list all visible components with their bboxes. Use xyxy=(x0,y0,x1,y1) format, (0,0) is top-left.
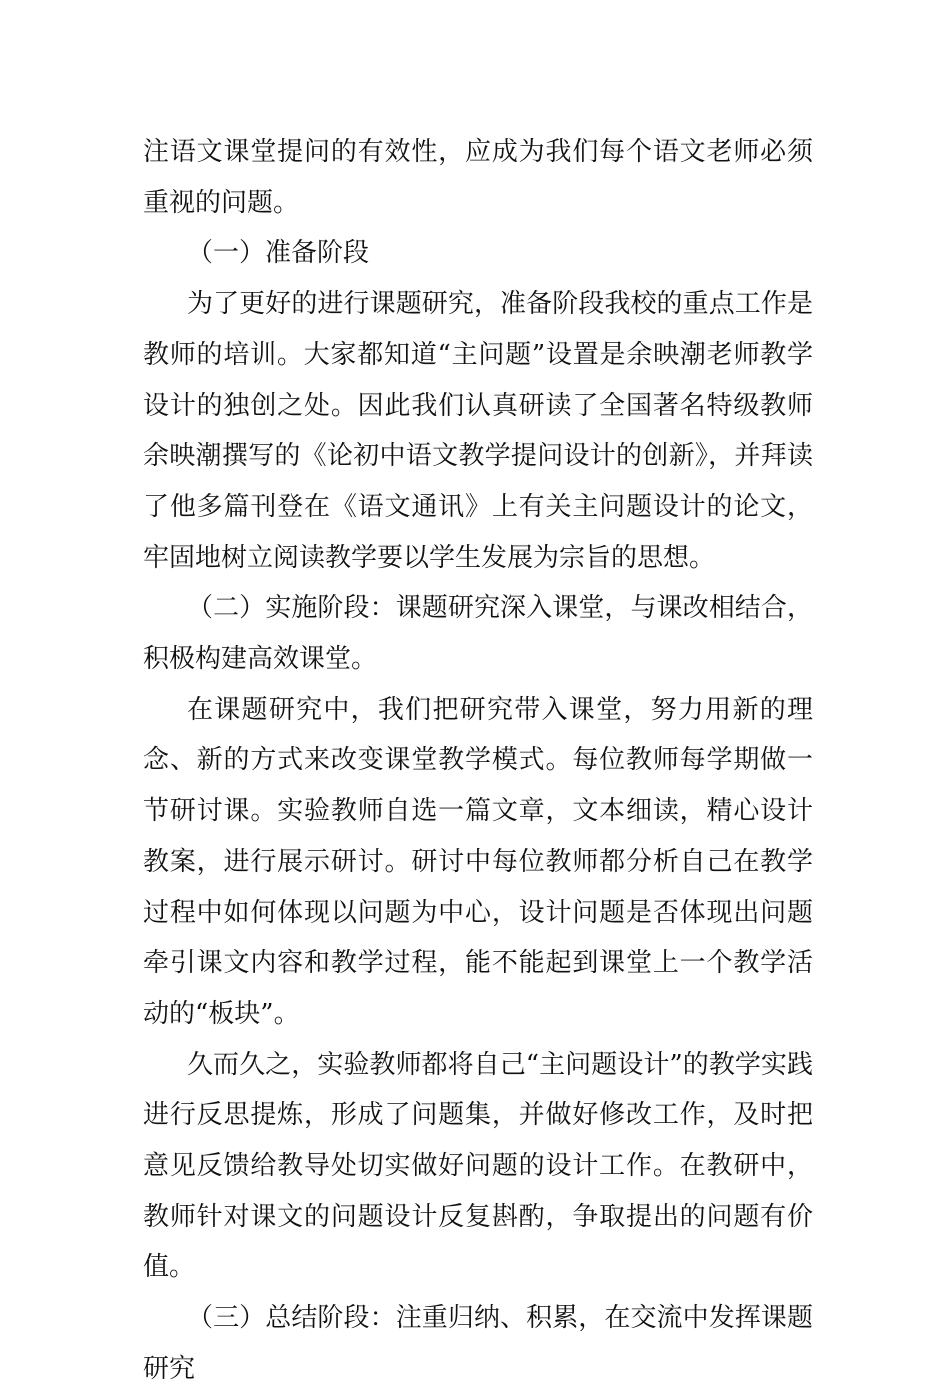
section-heading-preparation: （一）准备阶段 xyxy=(187,238,370,269)
paragraph-continued: 注语文课堂提问的有效性，应成为我们每个语文老师必须重视的问题。 xyxy=(143,137,813,218)
section-heading-implementation: （二）实施阶段：课题研究深入课堂，与课改相结合，积极构建高效课堂。 xyxy=(143,593,813,675)
section-heading-summary: （三）总结阶段：注重归纳、积累，在交流中发挥课题研究 xyxy=(143,1303,813,1384)
document-body xyxy=(143,127,813,1395)
paragraph-implementation: 在课题研究中，我们把研究带入课堂，努力用新的理念、新的方式来改变课堂教学模式。每位教师每学期做一节研讨课。实验教师自选一篇文章，文本细读，精心设计教案，进行展示研讨。研讨中每位教师都分析自己在教学过程中如何体现以问题为中心，设计问题是否体现出问题牵引课文内容和教学过程，能不能起到课堂上一个教学活动的“板块”。 xyxy=(143,694,813,1029)
paragraph-reflection: 久而久之，实验教师都将自己“主问题设计”的教学实践进行反思提炼，形成了问题集，并做好修改工作，及时把意见反馈给教导处切实做好问题的设计工作。在教研中，教师针对课文的问题设计反复斟酌，争取提出的问题有价值。 xyxy=(143,1049,813,1283)
paragraph-preparation: 为了更好的进行课题研究，准备阶段我校的重点工作是教师的培训。大家都知道“主问题”设置是余映潮老师教学设计的独创之处。因此我们认真研读了全国著名特级教师余映潮撰写的《论初中语文教学提问设计的创新》，并拜读了他多篇刊登在《语文通讯》上有关主问题设计的论文，牢固地树立阅读教学要以学生发展为宗旨的思想。 xyxy=(143,289,813,573)
